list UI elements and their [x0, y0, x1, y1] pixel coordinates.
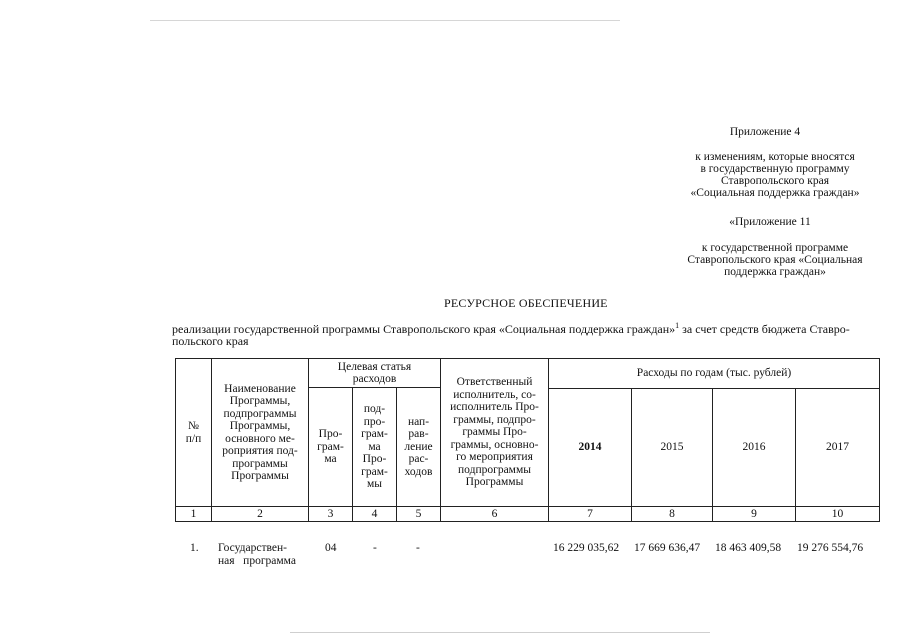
to-program-block	[665, 242, 885, 278]
col-header-direction-line: ление	[404, 440, 433, 453]
col-header-responsible-line: исполнитель, со-	[453, 388, 536, 401]
appendix-label: Приложение 4	[729, 126, 801, 138]
col-header-program-line: грам-	[317, 440, 344, 453]
scan-artifact-bottom	[290, 632, 710, 633]
row-value-2014: 16 229 035,62	[553, 542, 620, 554]
col-header-responsible-line: исполнитель Про-	[450, 401, 539, 414]
column-number: 8	[669, 507, 675, 520]
col-header-subprogram-line: под-	[363, 403, 386, 416]
col-header-direction-line: рав-	[408, 428, 429, 441]
row-value-2016: 18 463 409,58	[715, 542, 782, 554]
col-header-responsible-line: подпрограммы	[458, 463, 531, 476]
col-header-year-2015: 2015	[660, 441, 684, 454]
col-header-name-line: Программы	[231, 470, 289, 482]
col-header-subprogram-line: грам-	[361, 465, 388, 478]
col-header-year-2016: 2016	[742, 441, 766, 454]
scan-artifact-top	[150, 20, 620, 21]
col-header-program	[309, 388, 352, 506]
to-changes-line: в государственную программу	[700, 163, 850, 175]
col-header-name-line: Наименование	[224, 382, 296, 395]
col-header-name-line: основного ме-	[225, 432, 295, 445]
col-header-name-line: Программы,	[229, 395, 291, 407]
col-header-subprogram	[353, 388, 396, 506]
to-changes-line: «Социальная поддержка граждан»	[690, 187, 860, 199]
col-header-target-article	[309, 359, 440, 387]
col-header-no	[176, 359, 211, 506]
col-header-program-line: ма	[324, 453, 337, 466]
target-header-line: расходов	[352, 373, 397, 385]
col-header-responsible-line: го мероприятия	[456, 451, 533, 464]
col-header-responsible-line: Программы	[465, 476, 524, 489]
to-program-line: к государственной программе	[701, 242, 849, 254]
to-changes-block	[660, 151, 890, 199]
column-number: 3	[327, 507, 334, 520]
row-value-2015: 17 669 636,47	[634, 542, 701, 554]
col-header-name	[212, 359, 308, 506]
col-header-subprogram-line: ма	[368, 440, 381, 453]
col-header-program-line: Про-	[318, 428, 343, 441]
target-header-line: Целевая статья	[337, 360, 412, 373]
col-header-direction-line: ходов	[404, 465, 433, 478]
row-subprogram-code: -	[373, 542, 377, 554]
col-header-name-line: подпрограммы	[223, 407, 297, 420]
col-header-no-line: №	[188, 420, 199, 432]
col-header-direction-line: нап-	[407, 415, 430, 428]
col-header-responsible-line: граммы, подпро-	[453, 413, 536, 426]
column-number: 4	[371, 507, 378, 520]
col-header-direction	[397, 388, 440, 506]
col-header-year-2014: 2014	[578, 441, 602, 454]
col-header-name-line: Программы,	[229, 420, 291, 432]
col-header-subprogram-line: грам-	[361, 428, 388, 441]
column-number: 10	[831, 507, 844, 520]
document-subtitle	[172, 320, 882, 347]
col-header-no-line: п/п	[185, 432, 202, 445]
document-title: РЕСУРСНОЕ ОБЕСПЕЧЕНИЕ	[444, 296, 608, 310]
row-name	[218, 542, 308, 567]
column-number: 5	[415, 507, 422, 520]
col-header-subprogram-line: Про-	[362, 453, 387, 466]
col-header-expenses: Расходы по годам (тыс. рублей)	[636, 367, 792, 380]
row-name-line: ная программа	[218, 554, 296, 567]
row-direction-code: -	[416, 542, 420, 554]
to-changes-line: Ставропольского края	[720, 175, 830, 187]
row-name-line: Государствен-	[218, 542, 287, 554]
col-header-subprogram-line: мы	[366, 478, 382, 491]
appendix-11-label: «Приложение 11	[729, 216, 811, 228]
subtitle-part1: реализации государственной программы Ставропольского края «Социальная поддержка граждан»	[172, 322, 676, 336]
column-number: 7	[587, 507, 593, 520]
col-header-responsible-line: Ответственный	[456, 376, 533, 389]
column-number: 6	[491, 507, 498, 520]
row-program-code: 04	[325, 542, 337, 554]
to-program-line: поддержка граждан»	[724, 266, 826, 278]
col-header-subprogram-line: про-	[363, 415, 386, 428]
col-header-year-2017: 2017	[826, 441, 849, 454]
col-header-responsible-line: граммы, основно-	[450, 438, 539, 451]
row-number: 1.	[190, 542, 199, 554]
column-number: 1	[190, 507, 197, 520]
subtitle-line2: польского края	[172, 334, 249, 348]
row-value-2017: 19 276 554,76	[797, 542, 864, 554]
col-header-responsible-line: граммы Про-	[462, 426, 527, 439]
subtitle-part2: за счет средств бюджета Ставро-	[679, 322, 850, 336]
footnote-mark: 1	[675, 321, 680, 330]
col-header-responsible	[441, 359, 548, 506]
column-number: 2	[257, 507, 263, 520]
col-header-name-line: роприятия под-	[222, 445, 298, 457]
col-header-direction-line: рас-	[408, 453, 429, 466]
column-number: 9	[751, 507, 757, 520]
to-program-line: Ставропольского края «Социальная	[687, 254, 863, 266]
to-changes-line: к изменениям, которые вносятся	[695, 151, 855, 163]
col-header-name-line: программы	[232, 457, 288, 470]
